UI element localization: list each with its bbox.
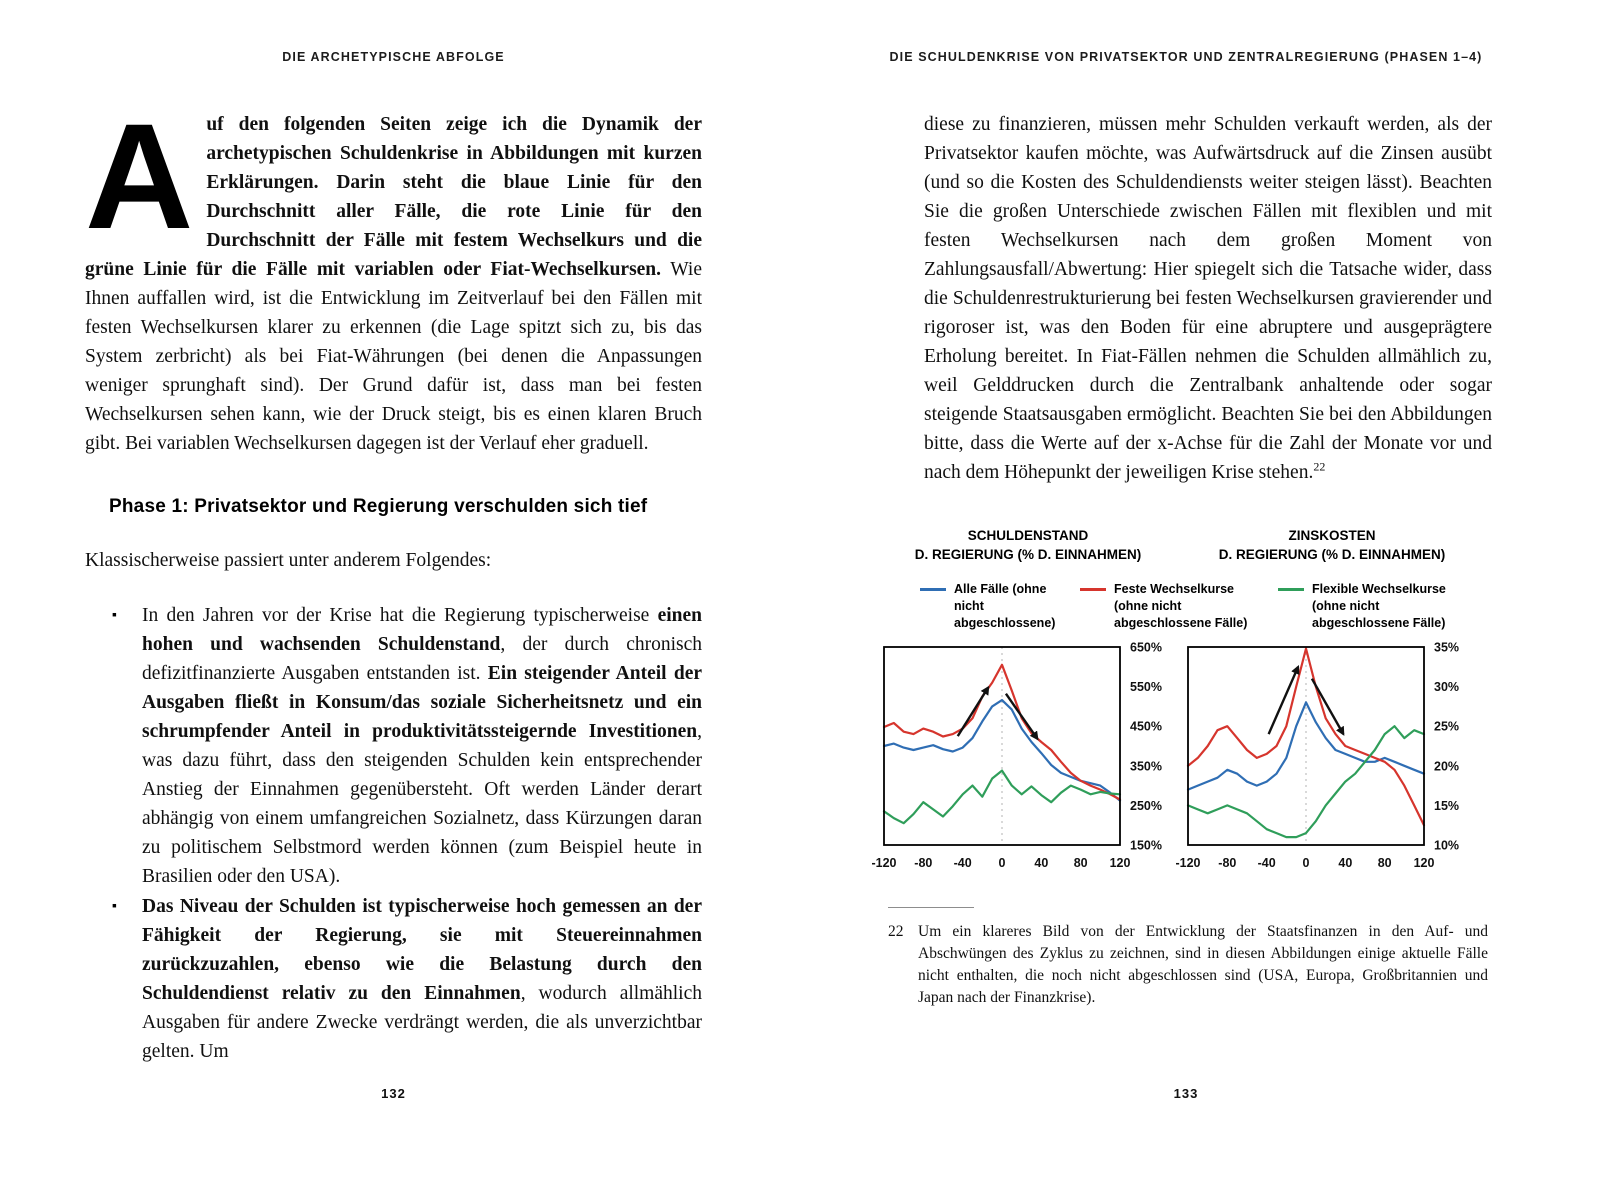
x-tick-label: 0 [1302, 856, 1310, 871]
intro-paragraph [85, 92, 702, 458]
x-tick-label: 40 [1338, 856, 1353, 871]
x-tick-label: -80 [1218, 856, 1237, 871]
x-tick-label: -120 [871, 856, 897, 871]
running-head-right: DIE SCHULDENKRISE VON PRIVATSEKTOR UND ZENTRALREGIERUNG (PHASEN 1–4) [889, 50, 1483, 64]
charts-row [871, 639, 1492, 877]
legend-item-flex-fx [1278, 581, 1480, 632]
annotation-arrow [1006, 694, 1037, 739]
y-tick-label: 250% [1130, 799, 1162, 814]
y-tick-label: 35% [1434, 640, 1460, 655]
bullet-item-1: ▪ In den Jahren vor der Krise hat die Regierung typischerweise einen hohen und wachsenden Schuldenstand, der durch chronisch defizitfinanzierte Ausgaben entstanden ist. Ein steigender Anteil der Ausgaben fließt in Konsum/das soziale Sicherheitsnetz und ein schrumpfender Anteil in produktivitätssteigernde Investitionen, was dazu führt, dass den steigenden Schulden kein entsprechender Anstieg der Einnahmen gegenübersteht. Oft werden Länder derart abhängig von einem umfangreichen Sozialnetz, dass Kürzungen daran zu politischem Selbstmord werden können (zum Beispiel heute in Brasilien oder den USA). [85, 601, 702, 891]
chart-title-schuldenstand [880, 527, 1176, 565]
y-tick-label: 25% [1434, 720, 1460, 735]
chart-titles-row [880, 527, 1492, 565]
x-tick-label: 120 [1413, 856, 1435, 871]
page-number-right: 133 [1173, 1086, 1199, 1101]
chart-title-line: D. REGIERUNG (% D. EINNAHMEN) [914, 546, 1142, 562]
x-tick-label: 0 [998, 856, 1006, 871]
x-tick-label: -40 [953, 856, 972, 871]
x-tick-label: -80 [914, 856, 933, 871]
footnote-text: Um ein klareres Bild von der Entwicklung der Staatsfinanzen in den Auf- und Abschwüngen des Zyklus zu zeichnen, sind in diesen Abbildungen einige aktuelle Fälle nicht enthalten, die noch nicht abgeschlossen sind (USA, Europa, Großbritannien und Japan nach der Finanzkrise). [918, 923, 1488, 1007]
legend-swatch-all-cases [920, 588, 946, 591]
legend-label-all-cases: Alle Fälle (ohne nicht abgeschlossene) [954, 581, 1056, 630]
legend-item-fixed-fx [1080, 581, 1264, 632]
x-tick-label: 40 [1034, 856, 1049, 871]
chart-title-line: ZINSKOSTEN [1288, 528, 1376, 543]
page-number-left: 132 [381, 1086, 406, 1101]
chart-legend [920, 581, 1492, 632]
legend-swatch-flex-fx [1278, 588, 1304, 591]
annotation-arrow [958, 688, 988, 737]
chart-schuldenstand [871, 639, 1176, 877]
x-tick-label: -120 [1175, 856, 1201, 871]
lead-in-text: Klassischerweise passiert unter anderem Folgendes: [85, 550, 492, 571]
chart-title-line: D. REGIERUNG (% D. EINNAHMEN) [1218, 546, 1446, 562]
y-tick-label: 10% [1434, 838, 1460, 853]
chart-svg [1175, 639, 1480, 877]
footnote [888, 921, 1488, 1009]
annotation-arrow [1312, 679, 1343, 734]
x-tick-label: 120 [1109, 856, 1131, 871]
y-tick-label: 15% [1434, 799, 1460, 814]
footnote-number: 22 [888, 923, 904, 941]
page-left [85, 0, 702, 1186]
dropcap-letter: A [85, 92, 191, 260]
legend-label-flex-fx: Flexible Wechselkurse (ohne nicht abgeschlossene Fälle) [1312, 581, 1446, 630]
bullet-list [85, 601, 702, 1066]
chart-zinskosten [1175, 639, 1480, 877]
y-tick-label: 30% [1434, 680, 1460, 695]
y-tick-label: 150% [1130, 838, 1162, 853]
continuation-paragraph: diese zu finanzieren, müssen mehr Schulden verkauft werden, als der Privatsektor kaufen möchte, was Aufwärtsdruck auf die Zinsen ausübt (und so die Kosten des Schuldendiensts weiter steigen lässt). Beachten Sie die großen Unterschiede zwischen Fällen mit flexiblen und mit festen Wechselkursen nach dem großen Moment von Zahlungsausfall/Abwertung: Hier spiegelt sich die Tatsache wider, dass die Schuldenrestrukturierung bei festen Wechselkursen gravierender und rigoroser ist, was den Boden für eine abruptere und ausgeprägtere Erholung bereitet. In Fiat-Fällen nehmen die Schulden allmählich zu, weil Gelddrucken durch die Zentralbank anhaltende oder sogar steigende Staatsausgaben ermöglicht. Beachten Sie bei den Abbildungen bitte, dass die Werte auf der x-Achse für die Zahl der Monate vor und nach dem Höhepunkt der jeweiligen Krise stehen.$^{22}$ [924, 114, 1492, 483]
x-tick-label: 80 [1377, 856, 1392, 871]
x-tick-label: 80 [1073, 856, 1088, 871]
intro-paragraph-text: uf den folgenden Seiten zeige ich die Dynamik der archetypischen Schuldenkrise in Abbildungen mit kurzen Erklärungen. Darin steht die blaue Linie für den Durchschnitt aller Fälle, die rote Linie für den Durchschnitt der Fälle mit festem Wechselkurs und die grüne Linie für die Fälle mit variablen oder Fiat-Wechselkursen. Wie Ihnen auffallen wird, ist die Entwicklung im Zeitverlauf bei den Fällen mit festen Wechselkursen klarer zu erkennen (die Lage spitzt sich zu, bis das System zerbricht) als bei Fiat-Währungen (bei denen die Anpassungen weniger sprunghaft sind). Der Grund dafür ist, dass man bei festen Wechselkursen sehen kann, wie der Druck steigt, bis es einen klaren Bruch gibt. Bei variablen Wechselkursen dagegen ist der Verlauf eher graduell. [85, 114, 702, 454]
page-right [871, 0, 1492, 1186]
legend-swatch-fixed-fx [1080, 588, 1106, 591]
x-tick-label: -40 [1257, 856, 1276, 871]
footnote-divider [888, 907, 974, 908]
legend-item-all-cases [920, 581, 1066, 632]
series-line [1188, 727, 1424, 838]
legend-label-fixed-fx: Feste Wechselkurse (ohne nicht abgeschlossene Fälle) [1114, 581, 1248, 630]
bullet-item-2: ▪ Das Niveau der Schulden ist typischerweise hoch gemessen an der Fähigkeit der Regierung, sie mit Steuereinnahmen zurückzuzahlen, ebenso wie die Belastung durch den Schuldendienst relativ zu den Einnahmen, wodurch allmählich Ausgaben für andere Zwecke verdrängt werden, die als unverzichtbar gelten. Um [85, 892, 702, 1066]
y-tick-label: 550% [1130, 680, 1162, 695]
y-tick-label: 650% [1130, 640, 1162, 655]
figure-debt-charts [871, 527, 1492, 877]
chart-svg [871, 639, 1176, 877]
y-tick-label: 450% [1130, 720, 1162, 735]
y-tick-label: 350% [1130, 759, 1162, 774]
chart-title-line: SCHULDENSTAND [967, 528, 1089, 543]
chart-title-zinskosten [1184, 527, 1480, 565]
series-line [1188, 703, 1424, 790]
running-head-left: DIE ARCHETYPISCHE ABFOLGE [282, 50, 505, 64]
y-tick-label: 20% [1434, 759, 1460, 774]
phase-1-heading: Phase 1: Privatsektor und Regierung verschulden sich tief [109, 496, 648, 517]
